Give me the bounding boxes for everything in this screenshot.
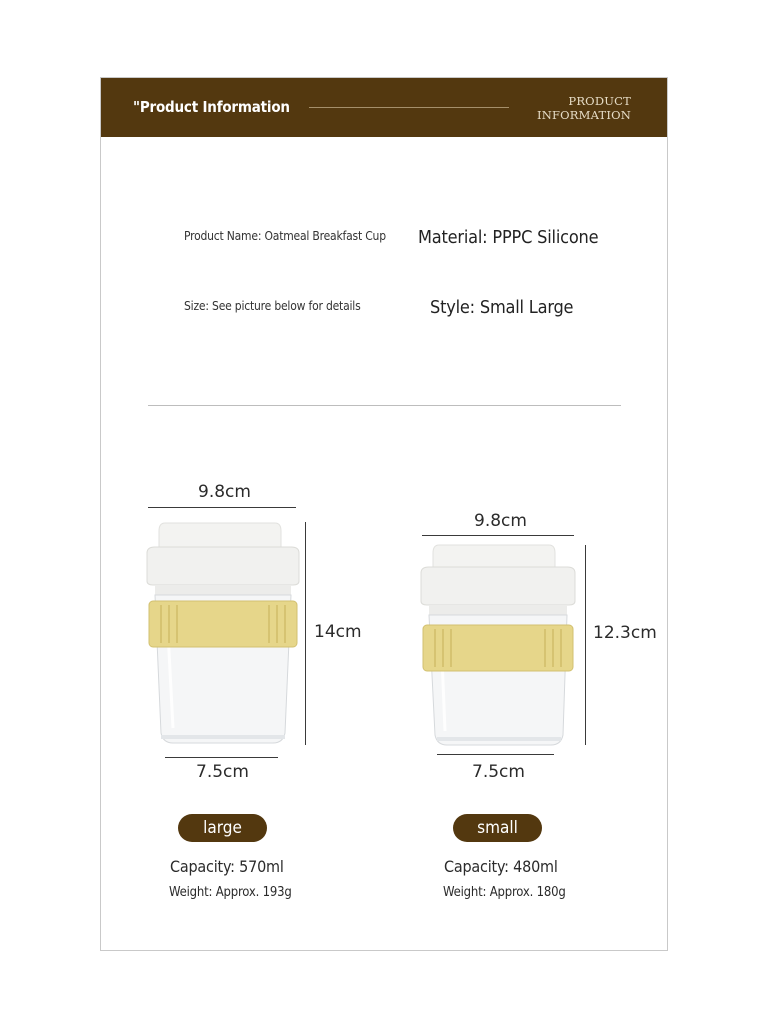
banner-subtitle-line1: PRODUCT — [568, 94, 631, 108]
large-bottom-width: 7.5cm — [196, 762, 249, 782]
large-capacity: Capacity: 570ml — [170, 857, 284, 876]
spec-material: Material: PPPC Silicone — [418, 227, 599, 248]
product-info-card — [100, 77, 668, 951]
large-bottom-width-line — [165, 757, 278, 758]
small-bottom-width: 7.5cm — [472, 762, 525, 782]
spec-size: Size: See picture below for details — [184, 299, 361, 313]
banner-subtitle — [537, 94, 631, 122]
spec-style: Style: Small Large — [430, 297, 574, 318]
small-top-width-line — [422, 535, 574, 536]
header-banner — [101, 78, 667, 137]
banner-subtitle-line2: INFORMATION — [536, 108, 631, 122]
small-weight: Weight: Approx. 180g — [443, 885, 566, 900]
small-bottom-width-line — [437, 754, 554, 755]
banner-divider — [309, 107, 509, 108]
section-divider — [148, 405, 621, 406]
small-label-pill: small — [453, 814, 542, 842]
large-top-width-line — [148, 507, 296, 508]
large-cup-image — [145, 523, 301, 749]
large-height-line — [305, 522, 306, 745]
large-height: 14cm — [314, 622, 362, 642]
large-top-width: 9.8cm — [198, 482, 251, 502]
small-cup-image — [419, 545, 577, 749]
small-top-width: 9.8cm — [474, 511, 527, 531]
small-height: 12.3cm — [593, 623, 657, 643]
banner-title: "Product Information — [133, 98, 290, 116]
spec-product-name: Product Name: Oatmeal Breakfast Cup — [184, 229, 386, 243]
large-weight: Weight: Approx. 193g — [169, 885, 292, 900]
small-height-line — [585, 545, 586, 745]
small-capacity: Capacity: 480ml — [444, 857, 558, 876]
large-label-pill: large — [178, 814, 267, 842]
